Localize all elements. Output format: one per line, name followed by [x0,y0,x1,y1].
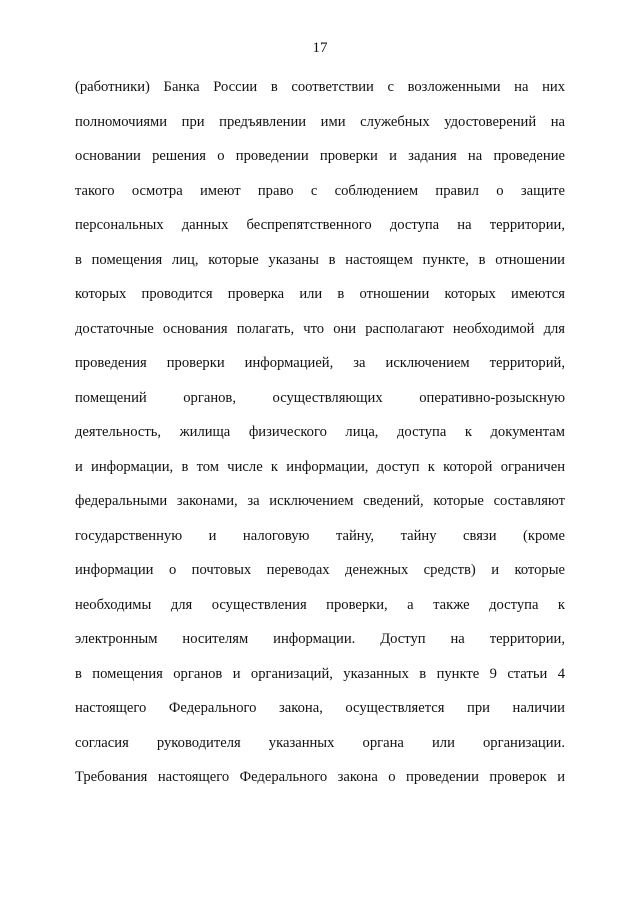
text-line: Требования настоящего Федерального закона о проведении проверок и [75,769,565,785]
text-line: электронным носителям информации. Доступ на территории, [75,631,565,647]
text-line: которых проводится проверка или в отношении которых имеются [75,286,565,302]
text-line: достаточные основания полагать, что они располагают необходимой для [75,320,565,337]
text-line: государственную и налоговую тайну, тайну связи (кроме [75,527,565,544]
text-line: федеральными законами, за исключением сведений, которые составляют [75,493,565,509]
text-line: в помещения лиц, которые указаны в настоящем пункте, в отношении [75,251,565,268]
body-paragraph [75,77,565,802]
text-line: необходимы для осуществления проверки, а также доступа к [75,596,565,613]
text-line: персональных данных беспрепятственного доступа на территории, [75,217,565,233]
text-line: согласия руководителя указанных органа или организации. [75,734,565,751]
text-line: такого осмотра имеют право с соблюдением правил о защите [75,182,565,199]
text-line: основании решения о проведении проверки и задания на проведение [75,148,565,164]
text-line: деятельность, жилища физического лица, доступа к документам [75,424,565,440]
text-line: настоящего Федерального закона, осуществляется при наличии [75,700,565,716]
text-line: (работники) Банка России в соответствии с возложенными на них [75,79,565,95]
text-line: в помещения органов и организаций, указанных в пункте 9 статьи 4 [75,665,565,682]
page-number: 17 [312,40,328,56]
text-line: проведения проверки информацией, за исключением территорий, [75,355,565,371]
text-line: помещений органов, осуществляющих оперативно-розыскную [75,389,565,406]
text-line: информации о почтовых переводах денежных средств) и которые [75,562,565,578]
text-line: полномочиями при предъявлении ими служебных удостоверений на [75,113,565,130]
text-line: и информации, в том числе к информации, доступ к которой ограничен [75,458,565,475]
